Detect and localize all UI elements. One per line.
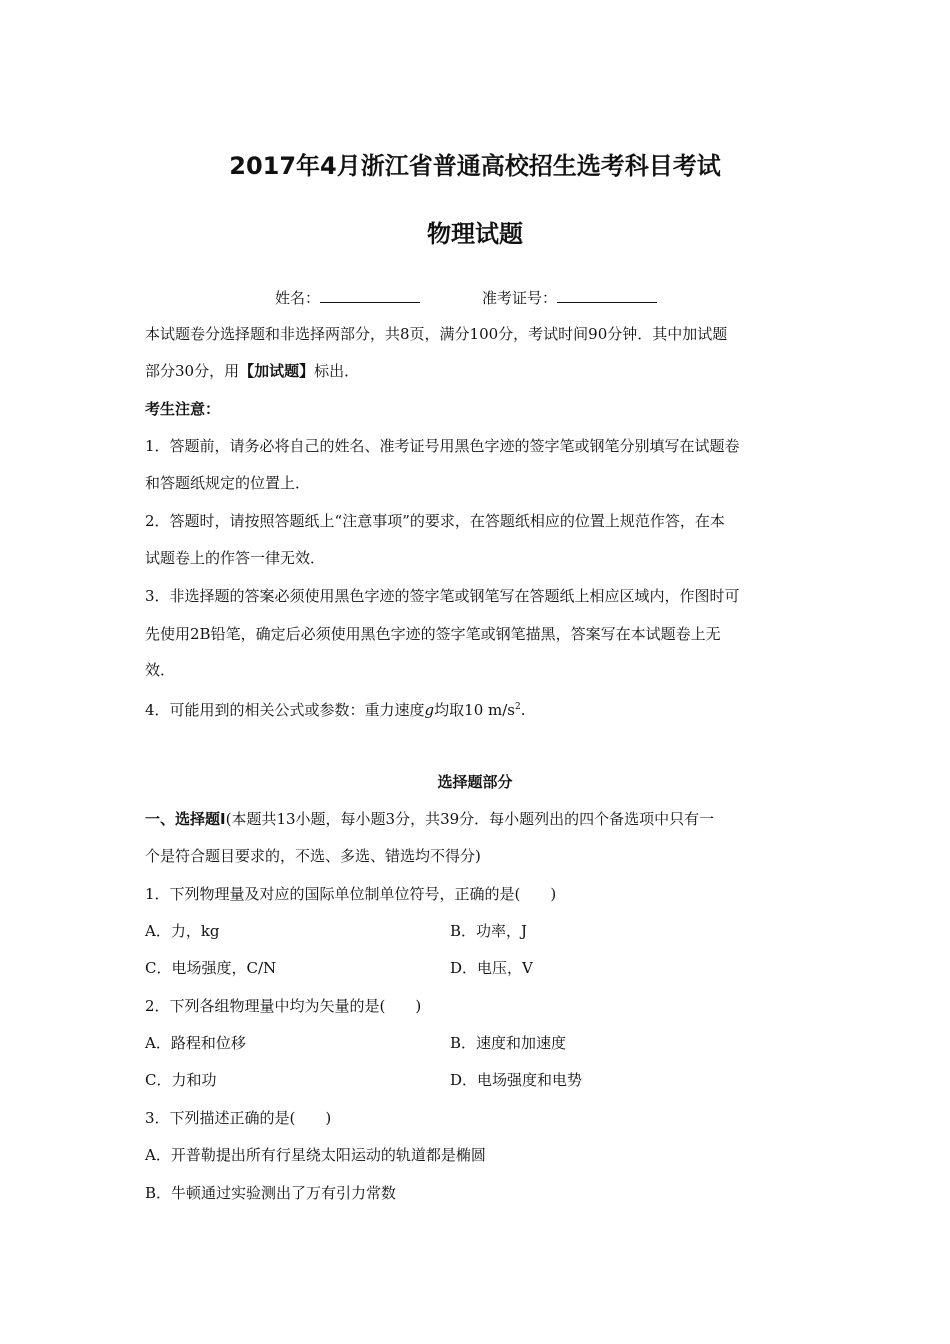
question-2-option-d: D．电场强度和电势 [450, 1071, 583, 1089]
notice-line: 1．答题前，请务必将自己的姓名、准考证号用黑色字迹的签字笔或钢笔分别填写在试题卷 [145, 437, 740, 455]
part-one-heading [145, 809, 810, 829]
notice-item-4 [145, 697, 810, 720]
notice-heading: 考生注意： [145, 400, 221, 418]
part-one-line-2: 个是符合题目要求的，不选、多选、错选均不得分) [145, 847, 481, 865]
notice-line: 2．答题时，请按照答题纸上“注意事项”的要求，在答题纸相应的位置上规范作答，在本 [145, 512, 725, 530]
question-2-option-b: B．速度和加速度 [450, 1034, 567, 1052]
notice-line: 3．非选择题的答案必须使用黑色字迹的签字笔或钢笔写在答题纸上相应区域内，作图时可 [145, 587, 740, 605]
question-1-option-a: A．力，kg [145, 922, 220, 940]
question-2-option-a: A．路程和位移 [145, 1034, 246, 1052]
id-blank [557, 286, 657, 303]
intro-line-2-bold: 【加试题】 [239, 362, 315, 380]
question-1-option-b: B．功率，J [450, 922, 528, 940]
question-3-option-b: B．牛顿通过实验测出了万有引力常数 [145, 1184, 397, 1202]
exam-title: 2017年4月浙江省普通高校招生选考科目考试 [229, 152, 721, 180]
notice-line: 效． [145, 661, 176, 679]
notice-line: 先使用2B铅笔，确定后必须使用黑色字迹的签字笔或钢笔描黑，答案写在本试题卷上无 [145, 625, 721, 643]
question-1-stem: 1．下列物理量及对应的国际单位制单位符号，正确的是( ) [145, 885, 557, 903]
question-1-option-d: D．电压，V [450, 959, 533, 977]
intro-line-2 [145, 361, 810, 381]
id-label: 准考证号： [482, 289, 558, 307]
question-3-stem: 3．下列描述正确的是( ) [145, 1109, 332, 1127]
name-label: 姓名： [275, 289, 321, 307]
question-3-option-a: A．开普勒提出所有行星绕太阳运动的轨道都是椭圆 [145, 1146, 486, 1164]
candidate-info-row [275, 286, 940, 308]
question-2-stem: 2．下列各组物理量中均为矢量的是( ) [145, 997, 422, 1015]
name-blank [320, 286, 420, 303]
intro-line-1: 本试题卷分选择题和非选择两部分，共8页，满分100分，考试时间90分钟．其中加试题 [145, 325, 728, 343]
exam-subtitle: 物理试题 [427, 220, 523, 248]
part-one-bold: 一、选择题Ⅰ [145, 810, 226, 828]
notice-line: 和答题纸规定的位置上． [145, 474, 311, 492]
notice-item-4-pre: 4．可能用到的相关公式或参数：重力速度 [145, 701, 425, 719]
gravity-symbol: g [424, 701, 435, 719]
section-heading: 选择题部分 [437, 773, 513, 791]
question-2-option-c: C．力和功 [145, 1071, 217, 1089]
notice-item-4-post: . [520, 701, 526, 719]
question-1-option-c: C．电场强度，C/N [145, 959, 277, 977]
notice-line: 试题卷上的作答一律无效． [145, 549, 326, 567]
intro-line-2-post: 标出． [314, 362, 360, 380]
notice-item-4-mid: 均取10 m/s [434, 701, 515, 719]
notice-item-4-sup: 2 [515, 702, 521, 712]
intro-line-2-pre: 部分30分，用 [145, 362, 240, 380]
part-one-rest: (本题共13小题，每小题3分，共39分．每小题列出的四个备选项中只有一 [225, 810, 715, 828]
